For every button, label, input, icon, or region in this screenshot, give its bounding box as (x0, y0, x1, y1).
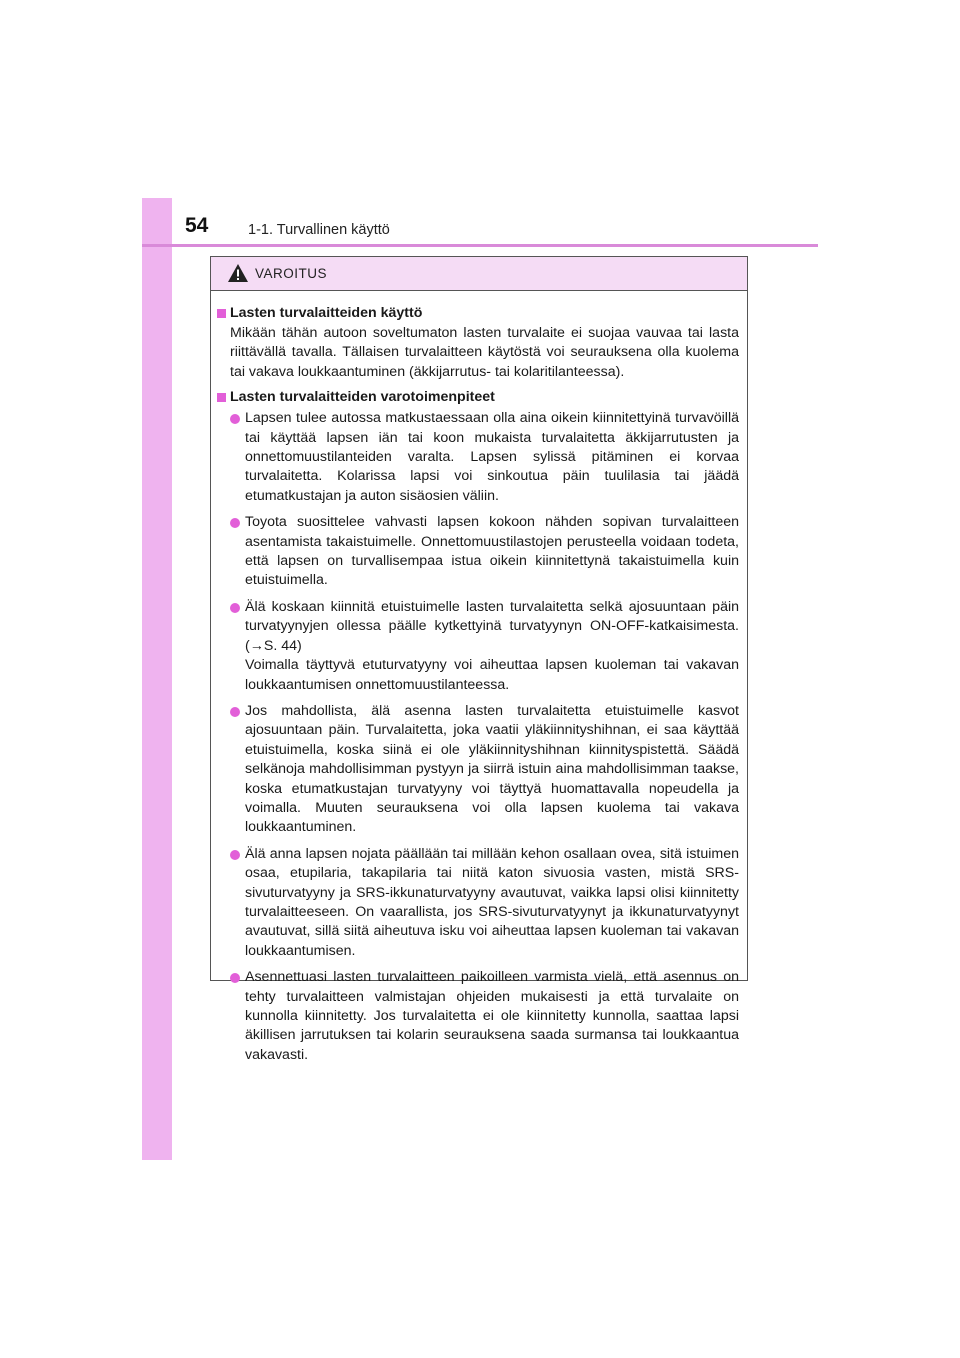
circle-bullet-icon (230, 414, 240, 424)
chapter-title: 1-1. Turvallinen käyttö (248, 222, 390, 238)
header-rule (142, 244, 818, 247)
section-title: Lasten turvalaitteiden käyttö (217, 304, 739, 323)
list-item: Lapsen tulee autossa matkustaessaan olla aina oikein kiinnitettyinä turvavöillä tai käyttää lapsen iän tai koon mukaista turvalaitetta äkkijarrutusten ja onnettomuustilanteiden varalta. Lapsen sylissä pitäminen ei korvaa turvalaitetta. Kolarissa lapsi voi sinkoutua päin tuulilasia tai jäädä etumatkustajan ja auton sisäosien väliin. (230, 409, 739, 506)
section-child-restraint-use (217, 304, 739, 382)
precaution-list (217, 409, 739, 1065)
circle-bullet-icon (230, 707, 240, 717)
list-item: Älä koskaan kiinnitä etuistuimelle lasten turvalaitetta selkä ajosuuntaan päin turvatyynyjen ollessa päälle kytkettyinä turvatyynyn ON-OFF-katkaisimesta. (→S. 44) Voimalla täyttyvä etuturvatyyny voi aiheuttaa lapsen kuoleman tai vakavan loukkaantumisen onnettomuustilanteessa. (230, 598, 739, 695)
page-number: 54 (185, 214, 209, 237)
circle-bullet-icon (230, 603, 240, 613)
warning-triangle-icon (227, 263, 249, 283)
list-item: Älä anna lapsen nojata päällään tai millään kehon osallaan ovea, sitä istuimen osaa, etupilaria, takapilaria tai niitä katon sivuosia vasten, mistä SRS-sivuturvatyyny ja SRS-ikkunaturvatyyny avautuvat, vaikka lapsi olisi kiinnitetty turvalaitteeseen. On vaarallista, jos SRS-sivuturvatyynyt ja ikkunaturvatyynyt avautuvat, sillä siitä aiheutuva isku voi aiheuttaa lapsen kuoleman tai vakavan loukkaantumisen. (230, 845, 739, 961)
section-title: Lasten turvalaitteiden varotoimenpiteet (217, 388, 739, 407)
circle-bullet-icon (230, 518, 240, 528)
side-color-strip (142, 198, 172, 1160)
square-bullet-icon (217, 393, 226, 402)
circle-bullet-icon (230, 973, 240, 983)
warning-box (210, 256, 748, 1063)
square-bullet-icon (217, 309, 226, 318)
list-item: Asennettuasi lasten turvalaitteen paikoilleen varmista vielä, että asennus on tehty turvalaitteen valmistajan ohjeiden mukaisesti ja että turvalaite on kunnolla kiinnitetty. Jos turvalaitetta ei ole kiinnitetty kunnolla, saattaa lapsi äkillisen jarrutuksen tai kolarin seurauksena saada surmansa tai loukkaantua vakavasti. (230, 968, 739, 1065)
list-item: Jos mahdollista, älä asenna lasten turvalaitetta etuistuimelle kasvot ajosuuntaan päin. Turvalaitetta, joka vaatii yläkiinnityshihnan, ei saa käyttää etuistuimella, koska siinä ei ole yläkiinnityshihnan kiinnityspistettä. Säädä selkänoja mahdollisimman pystyyn ja siirrä istuin aina mahdollisimman taakse, koska etumatkustajan turvatyyny voi täyttyä huomattavalla nopeudella ja voimalla. Muuten seurauksena voi olla lapsen kuolema tai vakava loukkaantuminen. (230, 702, 739, 838)
section-paragraph: Mikään tähän autoon soveltumaton lasten turvalaite ei suojaa vauvaa tai lasta riittävällä tavalla. Tällaisen turvalaitteen käytöstä voi seurauksena olla kuolema tai vakava loukkaantuminen (äkkijarrutus- tai kolaritilanteessa). (230, 325, 739, 380)
warning-title: VAROITUS (255, 266, 328, 281)
circle-bullet-icon (230, 850, 240, 860)
list-item: Toyota suosittelee vahvasti lapsen kokoon nähden sopivan turvalaitteen asentamista takaistuimelle. Onnettomuustilastojen perusteella voidaan todeta, että lapsen on turvallisempaa istua oikein kiinnitettynä takaistuimella kuin etuistuimella. (230, 513, 739, 591)
warning-header (211, 257, 747, 291)
section-child-restraint-precautions (217, 388, 739, 1065)
warning-content (211, 291, 747, 1065)
